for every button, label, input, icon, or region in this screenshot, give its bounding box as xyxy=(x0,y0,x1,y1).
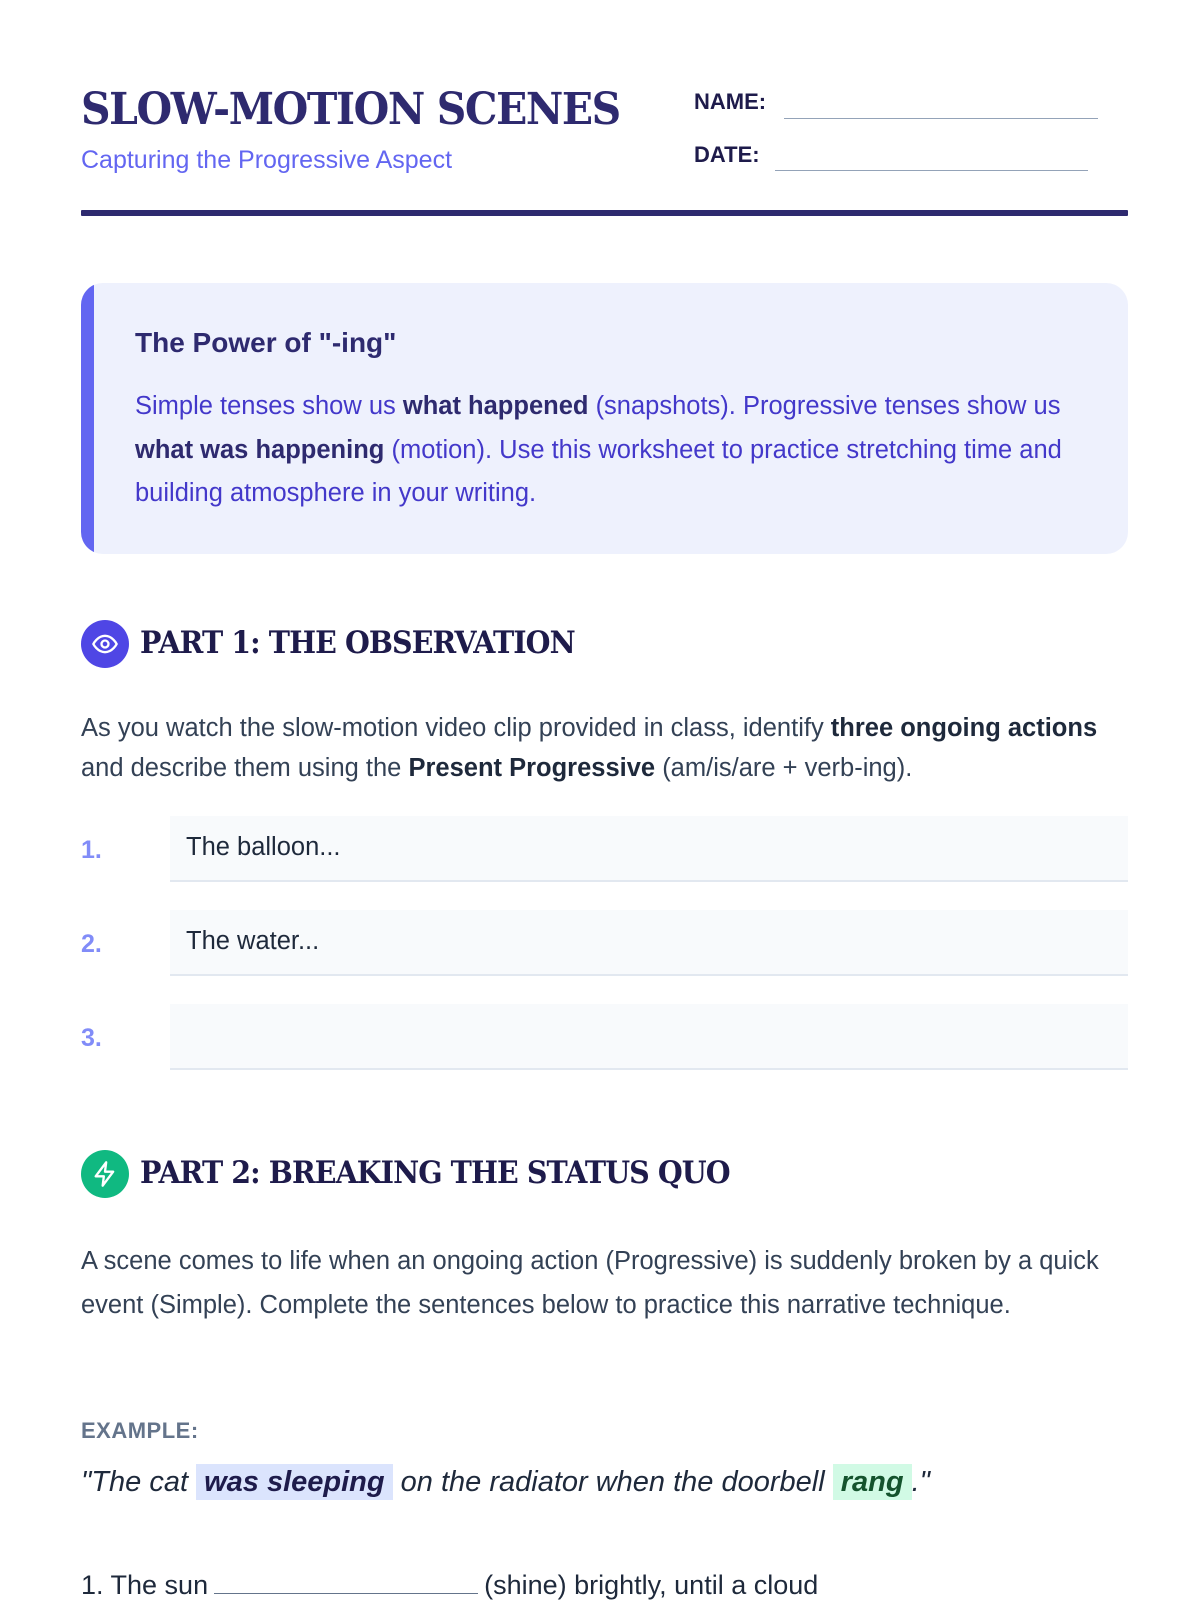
lightning-icon xyxy=(81,1150,129,1198)
info-callout xyxy=(81,283,1128,554)
answer-prompt: The water... xyxy=(186,927,320,955)
worksheet-header xyxy=(81,80,1128,215)
date-label: DATE: xyxy=(694,142,760,167)
answer-number: 3. xyxy=(81,1024,102,1052)
progressive-highlight: was sleeping xyxy=(196,1464,393,1500)
example-sentence: "The cat was sleeping on the radiator when the doorbell rang ." xyxy=(81,1466,930,1498)
worksheet-page xyxy=(81,0,1128,1600)
example-label: EXAMPLE: xyxy=(81,1418,199,1443)
answer-field[interactable] xyxy=(170,910,1128,976)
callout-text: Simple tenses show us what happened (snapshots). Progressive tenses show us what was happening (motion). Use this worksheet to practice stretching time and building atmosphere in your writing. xyxy=(135,392,1062,507)
callout-accent-bar xyxy=(81,283,94,554)
name-label: NAME: xyxy=(694,89,767,114)
answer-field[interactable] xyxy=(170,1004,1128,1070)
answer-row xyxy=(81,816,1128,882)
simple-highlight: rang xyxy=(833,1464,912,1500)
exercise-1-blank[interactable] xyxy=(214,1593,478,1594)
answer-number: 1. xyxy=(81,836,102,864)
header-divider xyxy=(81,210,1128,216)
part2-title: PART 2: BREAKING THE STATUS QUO xyxy=(140,1155,730,1191)
worksheet-subtitle: Capturing the Progressive Aspect xyxy=(81,146,453,174)
part1-title: PART 1: THE OBSERVATION xyxy=(140,625,575,661)
part2-instructions: A scene comes to life when an ongoing action (Progressive) is suddenly broken by a quick event (Simple). Complete the sentences below to practice this narrative technique. xyxy=(81,1247,1099,1319)
name-field[interactable] xyxy=(784,118,1098,119)
answer-prompt: The balloon... xyxy=(186,833,341,861)
part1-header xyxy=(81,620,1128,668)
answer-row xyxy=(81,910,1128,976)
part1-instructions: As you watch the slow-motion video clip provided in class, identify three ongoing actions and describe them using the Present Progressive (am/is/are + verb-ing). xyxy=(81,714,1098,782)
exercise-1: 1. The sun (shine) brightly, until a cloud xyxy=(81,1570,819,1600)
answer-row xyxy=(81,1004,1128,1070)
answer-field[interactable] xyxy=(170,816,1128,882)
eye-icon xyxy=(81,620,129,668)
date-field[interactable] xyxy=(775,170,1088,171)
callout-title: The Power of "-ing" xyxy=(135,327,397,358)
worksheet-title: SLOW-MOTION SCENES xyxy=(81,84,620,135)
part2-header xyxy=(81,1150,1128,1198)
answer-number: 2. xyxy=(81,930,102,958)
